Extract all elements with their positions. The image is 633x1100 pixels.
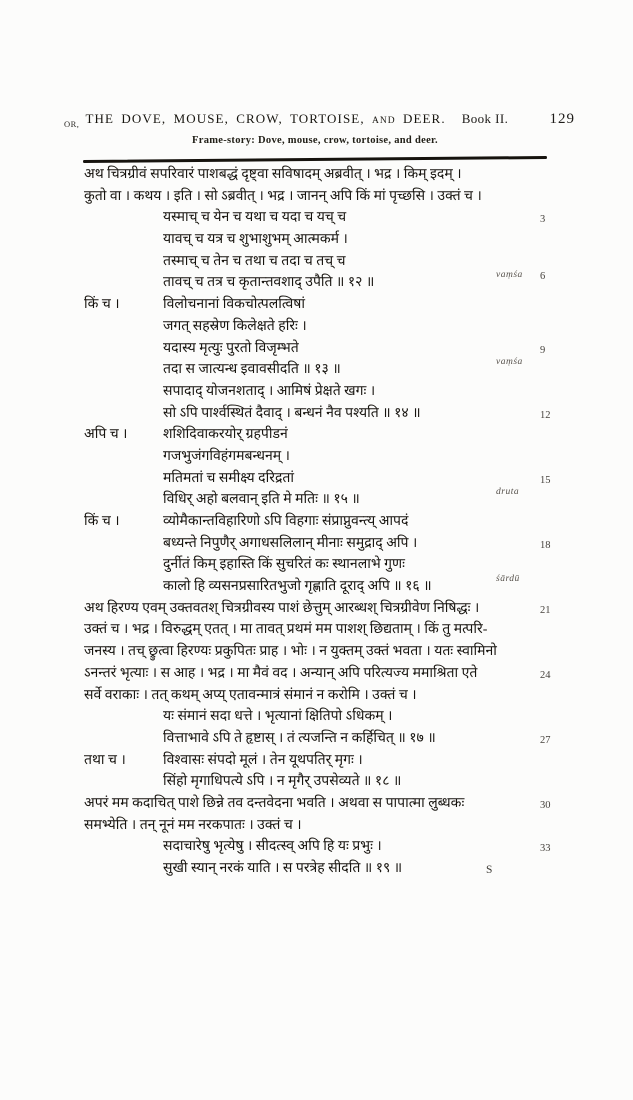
page-number: 129 [549,111,575,127]
margin-line-number: 6 [540,271,546,283]
line-text: सिंहो मृगाधिपत्ये ऽपि । न मृगैर् उपसेव्यते ॥ १८ ॥ [163,774,402,790]
running-head-title [85,111,445,127]
margin-line-number: 12 [540,409,551,421]
text-line [84,685,574,707]
margin-line-number: 18 [540,539,551,551]
line-text: सदाचारेषु भृत्येषु । सीदत्स्व् अपि हि यः प्रभुः । [163,839,382,855]
text-line [84,186,574,208]
book-label: Book II. [461,111,509,126]
line-text: विश्वासः संपदो मूलं । तेन यूथपतिर् मृगः । [163,752,363,768]
line-text: अथ चित्रग्रीवं सपरिवारं पाशबद्धं दृष्ट्वा सविषादम् अब्रवीत् । भद्र । किम् इदम् । [84,167,462,182]
text-line [84,164,574,186]
margin-line-number: 15 [540,474,551,486]
text-line [84,663,574,685]
line-text: सपादाद् योजनशताद् । आमिषं प्रेक्षते खगः । [163,383,376,399]
margin-line-number: 21 [540,604,551,616]
line-text: यावच् च यत्र च शुभाशुभम् आत्मकर्म । [163,232,348,248]
line-text: सुखी स्यान् नरकं याति । स परत्रेह सीदति ॥ १९ ॥ [163,861,403,876]
meter-note: vaṃśa [496,270,523,281]
line-text: सर्वे वराकाः । तत् कथम् अप्य् एतावन्मात्रं संमानं न करोमि । उक्तं च । [84,687,417,703]
text-line [84,771,574,793]
text-line [84,836,574,858]
line-text: ऽनन्तरं भृत्याः । स आह । भद्र । मा मैवं वद । अन्यान् अपि परित्यज्य ममाश्रिता एते [84,665,478,681]
line-text: समभ्येति । तन् नूनं मम नरकपातः । उक्तं च । [84,817,302,833]
text-line [84,641,574,663]
line-text: कुतो वा । कथय । इति । सो ऽब्रवीत् । भद्र । जानन् अपि किं मां पृच्छसि । उक्तं च । [84,188,482,204]
text-line [84,793,574,815]
margin-line-number: 27 [540,734,551,746]
text-line [84,424,574,446]
section-label: किं च । [84,514,120,529]
line-text: विलोचनानां विकचोत्पलत्विषां [163,297,306,313]
section-label: अपि च । [84,427,128,443]
text-line [84,598,574,620]
meter-note: vaṃśa [496,357,523,368]
header-rule [83,156,547,163]
text-line [84,576,574,598]
text-line [84,403,574,425]
text-line [84,533,574,555]
line-text: व्योमैकान्तविहारिणो ऽपि विहगाः संप्राप्नुवन्त्य् आपदं [163,514,409,529]
section-label: किं च । [84,297,120,313]
margin-line-number: 33 [540,843,551,855]
line-text: अपरं मम कदाचित् पाशे छिन्ने तव दन्तवेदना भवति । अथवा स पापात्मा लुब्धकः [84,795,465,811]
line-text: दुर्नीतं किम् इहास्ति किं सुचरितं कः स्थानलाभे गुणः [163,557,405,573]
line-text: यदास्य मृत्युः पुरतो विजृम्भते [163,340,299,356]
margin-line-number: 3 [540,214,546,226]
line-text: तस्माच् च तेन च तथा च तदा च तच् च [163,253,346,269]
text-line [84,207,574,229]
text-line [84,706,574,728]
line-text: तदा स जात्यन्ध इवावसीदति ॥ १३ ॥ [163,362,341,378]
line-text: वित्ताभावे ऽपि ते हृष्टास् । तं त्यजन्ति न कर्हिचित् ॥ १७ ॥ [163,730,436,746]
line-text: विधिर् अहो बलवान् इति मे मतिः ॥ १५ ॥ [163,492,360,508]
line-text: जनस्य । तच् छ्रुत्वा हिरण्यः प्रकुपितः प्राह । भोः । न युक्तम् उक्तं भवता । यतः स्वामिनो [84,644,497,660]
line-text: शशिदिवाकरयोर् ग्रहपीडनं [163,427,288,443]
meter-note: śārdū [496,574,520,585]
line-text: यस्माच् च येन च यथा च यदा च यच् च [163,210,347,226]
margin-line-number: 9 [540,344,546,356]
running-head-title-main: THE DOVE, MOUSE, CROW, TORTOISE, [85,111,365,126]
text-block [84,164,574,880]
text-line [84,294,574,316]
line-text: गजभुजंगविहंगमबन्धनम् । [163,448,290,464]
text-line [84,359,574,381]
line-text: कालो हि व्यसनप्रसारितभुजो गृह्णाति दूराद् अपि ॥ १६ ॥ [163,579,432,595]
running-head [64,111,575,128]
text-line [84,815,574,837]
running-head-title-end: DEER. [402,111,446,126]
section-label: तथा च । [84,752,126,768]
running-head-prefix: OR, [64,119,80,129]
text-line [84,381,574,403]
text-line [84,229,574,251]
text-line [84,750,574,772]
text-line [84,619,574,641]
margin-line-number: 30 [540,799,551,811]
meter-note: druta [496,487,520,498]
text-line [84,511,574,533]
margin-line-number: 24 [540,669,551,681]
printer-signature-mark: S [486,864,493,876]
text-line [84,858,574,880]
line-text: तावच् च तत्र च कृतान्तवशाद् उपैति ॥ १२ ॥ [163,275,375,291]
text-line [84,728,574,750]
line-text: बध्यन्ते निपुणैर् अगाधसलिलान् मीनाः समुद्राद् अपि । [163,535,418,551]
running-head-title-and: AND [372,116,396,126]
line-text: अथ हिरण्य एवम् उक्तवतश् चित्रग्रीवस्य पाशं छेत्तुम् आरब्धश् चित्रग्रीवेण निषिद्धः । [84,600,480,616]
line-text: उक्तं च । भद्र । विरुद्धम् एतत् । मा तावत् प्रथमं मम पाशश् छिद्यताम् । किं तु मत्परि- [84,622,488,638]
text-line [84,316,574,338]
text-line [84,446,574,468]
text-line [84,489,574,511]
line-text: यः संमानं सदा धत्ते । भृत्यानां क्षितिपो ऽधिकम् । [163,709,393,725]
line-text: सो ऽपि पार्श्वस्थितं दैवाद् । बन्धनं नैव पश्यति ॥ १४ ॥ [163,405,421,421]
line-text: जगत् सहस्रेण किलेक्षते हरिः । [163,318,307,334]
running-head-subtitle: Frame-story: Dove, mouse, crow, tortoise, and deer. [192,135,438,146]
line-text: मतिमतां च समीक्ष्य दरिद्रतां [163,470,294,486]
text-line [84,272,574,294]
